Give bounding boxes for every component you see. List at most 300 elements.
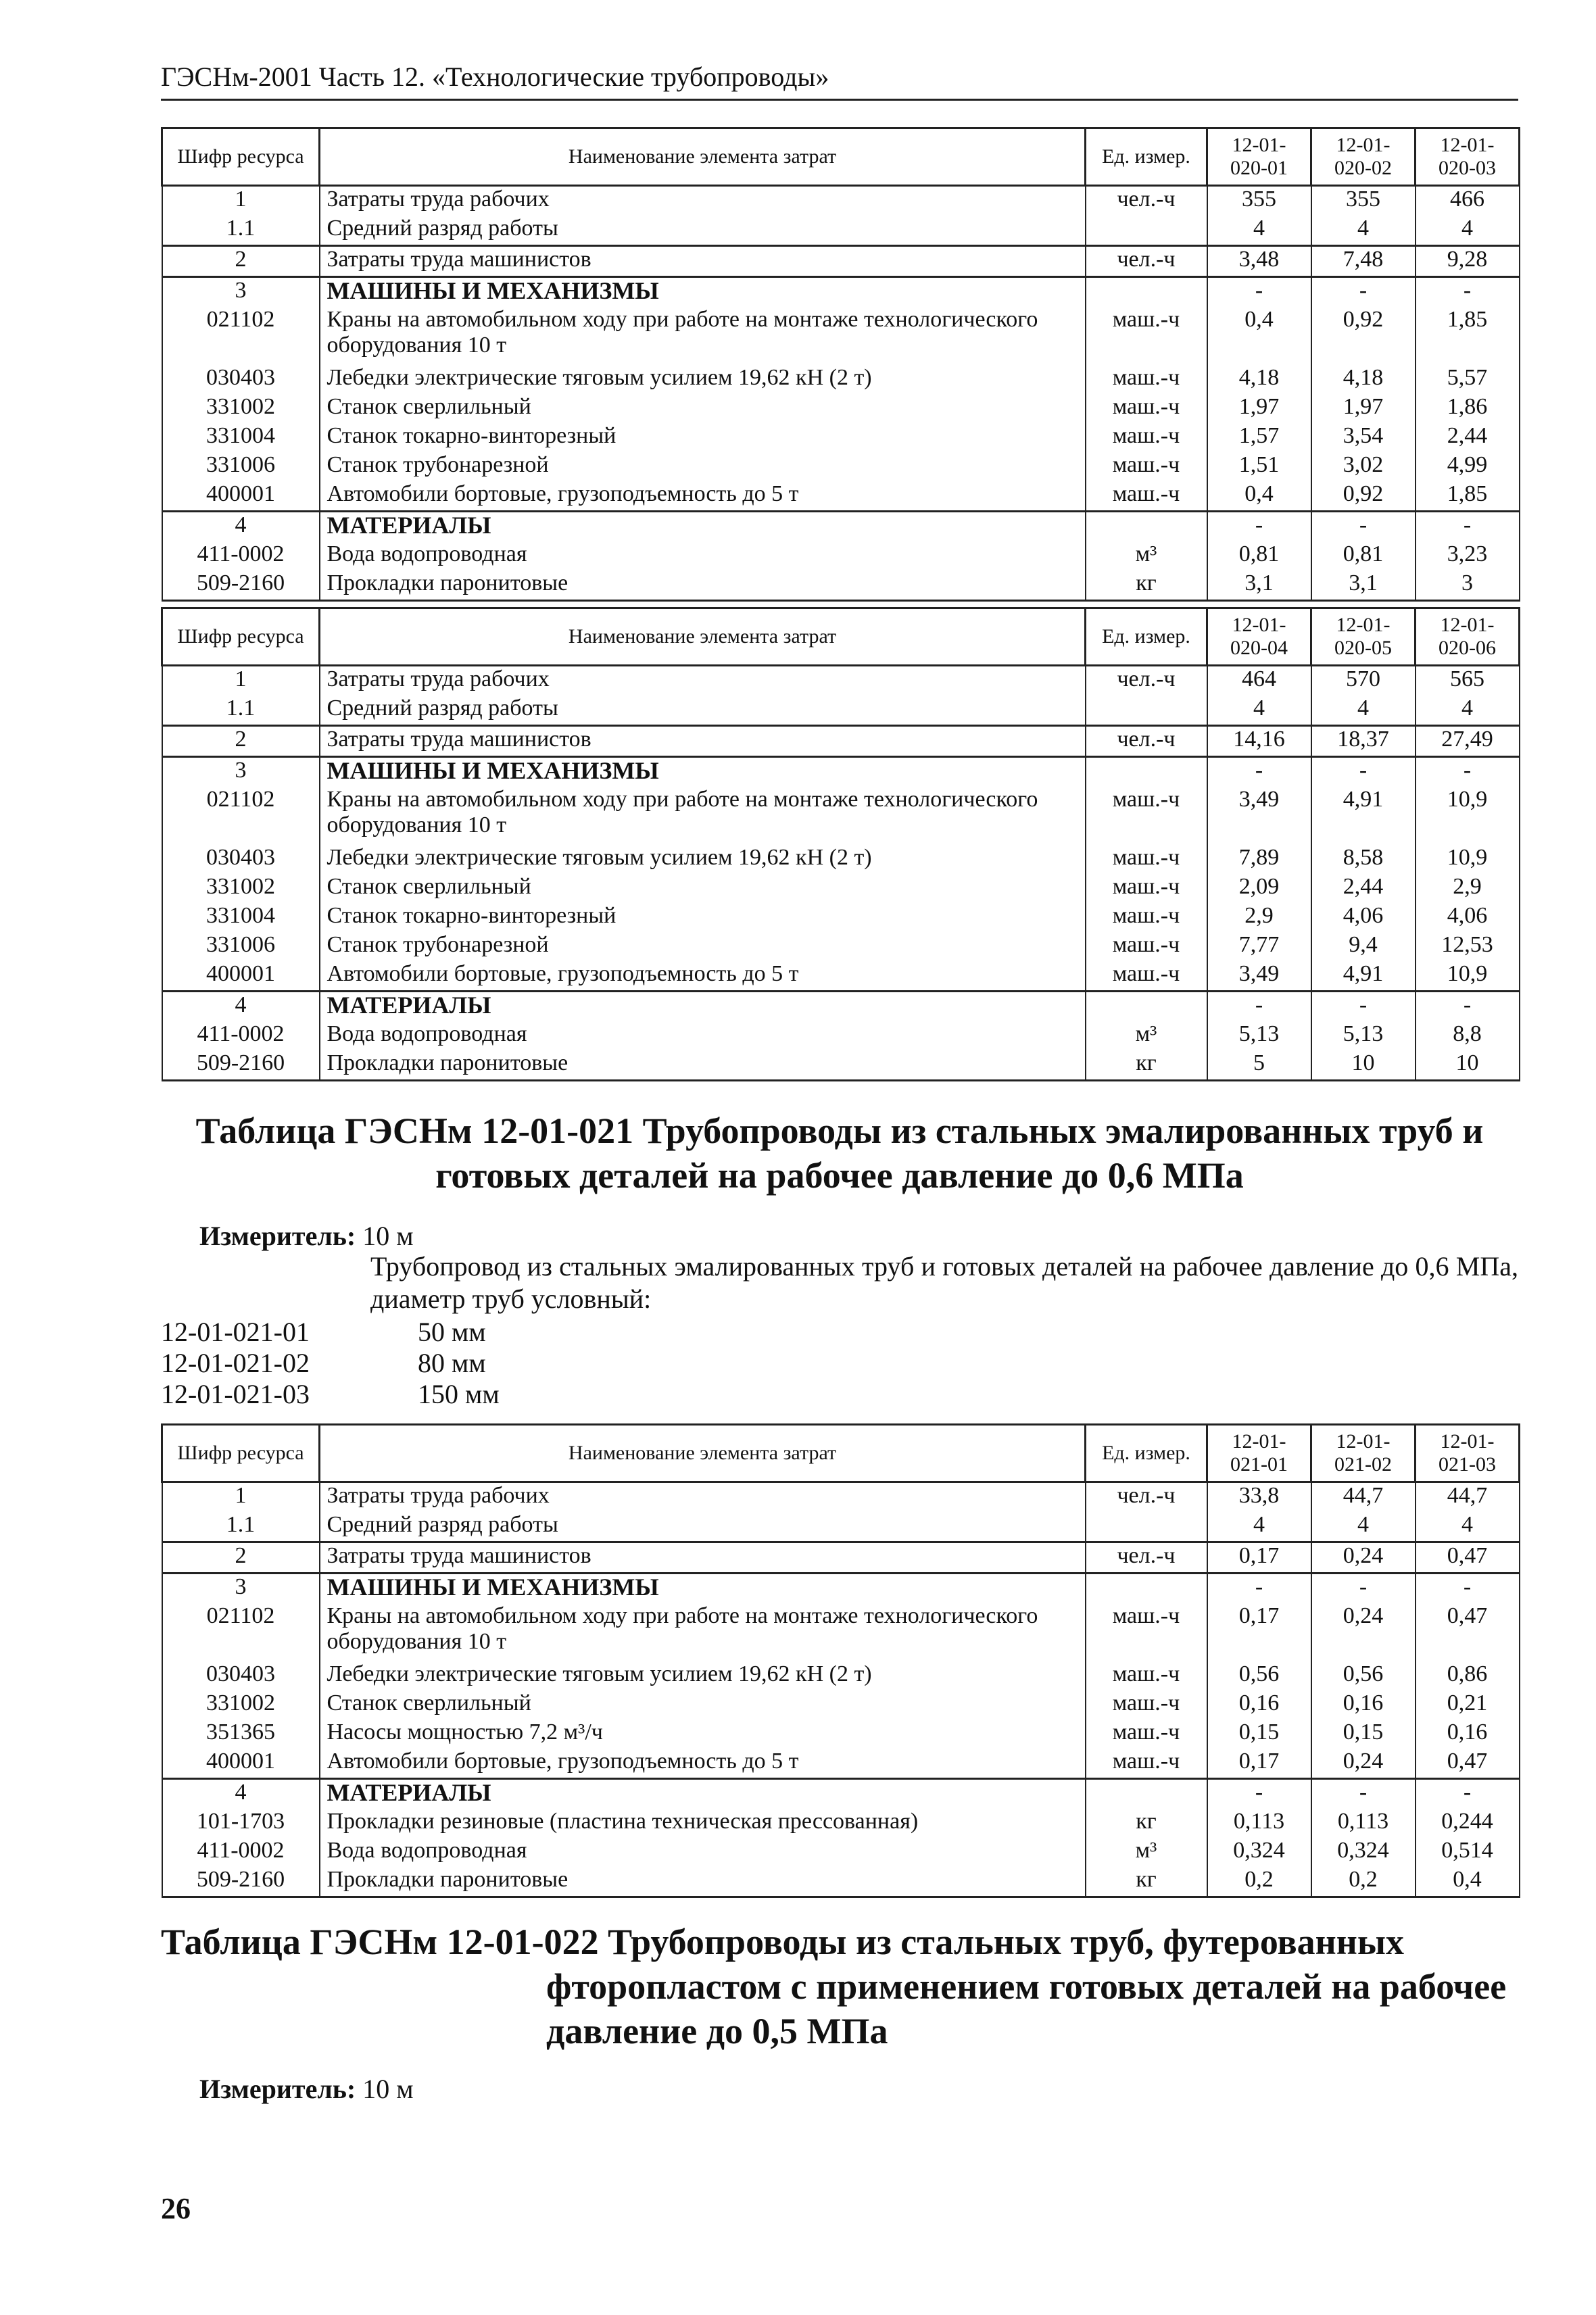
norm-value: 3 <box>1416 570 1520 601</box>
header-norm-code: 12-01-020-02 <box>1311 128 1416 186</box>
norm-value: - <box>1416 277 1520 308</box>
cost-name: МАТЕРИАЛЫ <box>320 512 1086 542</box>
unit <box>1086 992 1207 1022</box>
unit <box>1086 512 1207 542</box>
variant-row <box>161 1348 500 1379</box>
table-row <box>162 216 1520 246</box>
cost-name: Краны на автомобильном ходу при работе на монтаже технологического оборудования 10 т <box>320 1603 1086 1661</box>
unit <box>1086 1574 1207 1604</box>
unit: чел.-ч <box>1086 1542 1207 1574</box>
measure-value: 10 м <box>362 1221 414 1251</box>
norm-value: - <box>1311 757 1416 787</box>
norm-value: 0,15 <box>1207 1720 1311 1749</box>
table-row <box>162 757 1520 787</box>
resource-code: 351365 <box>162 1720 320 1749</box>
norm-value: 464 <box>1207 666 1311 696</box>
norm-value: 2,09 <box>1207 874 1311 903</box>
cost-name: Вода водопроводная <box>320 1021 1086 1050</box>
norm-value: 1,86 <box>1416 394 1520 423</box>
resource-table-020-01-03 <box>161 127 1520 602</box>
norm-value: 0,16 <box>1311 1690 1416 1720</box>
table-title-021: Таблица ГЭСНм 12-01-021 Трубопроводы из стальных эмалированных труб и готовых деталей на рабочее давление до 0,6 МПа <box>195 1111 1484 1196</box>
cost-name: Станок сверлильный <box>320 394 1086 423</box>
unit: м³ <box>1086 1021 1207 1050</box>
resource-code: 2 <box>162 726 320 757</box>
norm-value: 4 <box>1207 216 1311 246</box>
norm-value: 0,4 <box>1416 1867 1520 1897</box>
norm-value: 33,8 <box>1207 1482 1311 1513</box>
unit: маш.-ч <box>1086 845 1207 874</box>
norm-value: 4 <box>1416 216 1520 246</box>
norm-value: - <box>1416 1574 1520 1604</box>
resource-code: 331006 <box>162 452 320 481</box>
resource-code: 400001 <box>162 1749 320 1779</box>
table-row <box>162 696 1520 726</box>
header-norm-code: 12-01-020-04 <box>1207 608 1311 666</box>
norm-value: 4,91 <box>1311 961 1416 992</box>
page-number: 26 <box>161 2192 191 2225</box>
resource-code: 400001 <box>162 961 320 992</box>
resource-code: 1 <box>162 1482 320 1513</box>
cost-name: Станок токарно-винторезный <box>320 903 1086 932</box>
table-row <box>162 394 1520 423</box>
norm-value: 4,91 <box>1311 787 1416 845</box>
table-row <box>162 1809 1520 1838</box>
norm-value: 8,8 <box>1416 1021 1520 1050</box>
norm-value: 44,7 <box>1311 1482 1416 1513</box>
table-row <box>162 1690 1520 1720</box>
unit: чел.-ч <box>1086 726 1207 757</box>
cost-name: Затраты труда машинистов <box>320 1542 1086 1574</box>
norm-value: 4,99 <box>1416 452 1520 481</box>
norm-value: 466 <box>1416 186 1520 216</box>
norm-value: 1,57 <box>1207 423 1311 452</box>
measure-022 <box>199 2072 414 2106</box>
cost-name: МАТЕРИАЛЫ <box>320 1779 1086 1809</box>
cost-name: Станок сверлильный <box>320 874 1086 903</box>
cost-name: Лебедки электрические тяговым усилием 19,62 кН (2 т) <box>320 845 1086 874</box>
resource-code: 331002 <box>162 874 320 903</box>
table-row <box>162 365 1520 394</box>
norm-value: 7,77 <box>1207 932 1311 961</box>
variant-value: 150 мм <box>418 1379 500 1409</box>
measure-label: Измеритель: <box>199 2074 356 2104</box>
norm-value: 3,54 <box>1311 423 1416 452</box>
unit: чел.-ч <box>1086 246 1207 277</box>
table-row <box>162 1867 1520 1897</box>
resource-code: 331004 <box>162 423 320 452</box>
norm-value: 4,18 <box>1207 365 1311 394</box>
norm-value: 3,48 <box>1207 246 1311 277</box>
resource-code: 1.1 <box>162 1512 320 1542</box>
resource-code: 021102 <box>162 307 320 365</box>
norm-value: 4 <box>1416 696 1520 726</box>
norm-value: - <box>1311 1574 1416 1604</box>
header-resource-code: Шифр ресурса <box>162 128 320 186</box>
norm-value: 10,9 <box>1416 845 1520 874</box>
unit: маш.-ч <box>1086 932 1207 961</box>
table-row <box>162 423 1520 452</box>
table-row <box>162 277 1520 308</box>
cost-name: МАШИНЫ И МЕХАНИЗМЫ <box>320 1574 1086 1604</box>
unit: маш.-ч <box>1086 1690 1207 1720</box>
resource-code: 411-0002 <box>162 541 320 570</box>
norm-value: 0,514 <box>1416 1838 1520 1867</box>
variant-code: 12-01-021-01 <box>161 1317 310 1347</box>
norm-value: - <box>1207 1779 1311 1809</box>
norm-value: 0,4 <box>1207 307 1311 365</box>
norm-value: 0,17 <box>1207 1749 1311 1779</box>
norm-value: 18,37 <box>1311 726 1416 757</box>
norm-value: 0,47 <box>1416 1749 1520 1779</box>
norm-value: 4,06 <box>1311 903 1416 932</box>
variant-code: 12-01-021-02 <box>161 1348 310 1378</box>
unit <box>1086 757 1207 787</box>
header-norm-code: 12-01-021-01 <box>1207 1425 1311 1482</box>
header-norm-code: 12-01-020-03 <box>1416 128 1520 186</box>
norm-value: 10 <box>1416 1050 1520 1081</box>
table-row <box>162 1749 1520 1779</box>
table-header-row <box>162 608 1520 666</box>
cost-name: Лебедки электрические тяговым усилием 19,62 кН (2 т) <box>320 1661 1086 1690</box>
cost-name: Автомобили бортовые, грузоподъемность до 5 т <box>320 481 1086 512</box>
norm-value: 0,244 <box>1416 1809 1520 1838</box>
norm-value: 0,4 <box>1207 481 1311 512</box>
cost-name: Средний разряд работы <box>320 216 1086 246</box>
header-norm-code: 12-01-021-03 <box>1416 1425 1520 1482</box>
unit: маш.-ч <box>1086 1661 1207 1690</box>
norm-value: 8,58 <box>1311 845 1416 874</box>
unit: чел.-ч <box>1086 1482 1207 1513</box>
header-cost-name: Наименование элемента затрат <box>320 128 1086 186</box>
variant-row <box>161 1317 500 1348</box>
unit: кг <box>1086 570 1207 601</box>
norm-value: 0,24 <box>1311 1749 1416 1779</box>
norm-value: 0,113 <box>1311 1809 1416 1838</box>
norm-value: 570 <box>1311 666 1416 696</box>
norm-value: - <box>1311 1779 1416 1809</box>
norm-value: 4 <box>1311 216 1416 246</box>
norm-value: - <box>1416 992 1520 1022</box>
norm-value: 0,2 <box>1311 1867 1416 1897</box>
cost-name: Затраты труда рабочих <box>320 1482 1086 1513</box>
norm-value: - <box>1207 1574 1311 1604</box>
norm-value: 0,24 <box>1311 1603 1416 1661</box>
norm-value: 2,44 <box>1416 423 1520 452</box>
norm-value: 10,9 <box>1416 787 1520 845</box>
norm-value: 0,86 <box>1416 1661 1520 1690</box>
resource-table-020-04-06 <box>161 607 1520 1081</box>
table-row <box>162 1482 1520 1513</box>
norm-value: 355 <box>1311 186 1416 216</box>
header-resource-code: Шифр ресурса <box>162 608 320 666</box>
unit: м³ <box>1086 1838 1207 1867</box>
table-row <box>162 1779 1520 1809</box>
table-header-row <box>162 1425 1520 1482</box>
header-unit: Ед. измер. <box>1086 128 1207 186</box>
norm-value: 0,21 <box>1416 1690 1520 1720</box>
measure-value: 10 м <box>362 2074 414 2104</box>
norm-value: 4 <box>1311 696 1416 726</box>
variant-row <box>161 1379 500 1410</box>
cost-name: Станок трубонарезной <box>320 932 1086 961</box>
table-row <box>162 787 1520 845</box>
table-row <box>162 874 1520 903</box>
table-row <box>162 570 1520 601</box>
cost-name: Прокладки паронитовые <box>320 1867 1086 1897</box>
resource-code: 1 <box>162 666 320 696</box>
unit: чел.-ч <box>1086 666 1207 696</box>
norm-value: 5,13 <box>1311 1021 1416 1050</box>
norm-value: 9,28 <box>1416 246 1520 277</box>
unit: кг <box>1086 1867 1207 1897</box>
table-row <box>162 932 1520 961</box>
norm-value: 0,92 <box>1311 481 1416 512</box>
norm-value: 5 <box>1207 1050 1311 1081</box>
norm-value: 5,13 <box>1207 1021 1311 1050</box>
table-row <box>162 186 1520 216</box>
resource-table-021 <box>161 1423 1520 1898</box>
norm-value: 3,02 <box>1311 452 1416 481</box>
table-row <box>162 992 1520 1022</box>
table-row <box>162 726 1520 757</box>
norm-value: 0,113 <box>1207 1809 1311 1838</box>
norm-value: 3,49 <box>1207 961 1311 992</box>
table-row <box>162 1050 1520 1081</box>
unit <box>1086 277 1207 308</box>
norm-value: 0,81 <box>1207 541 1311 570</box>
resource-code: 331004 <box>162 903 320 932</box>
table-row <box>162 307 1520 365</box>
norm-value: 565 <box>1416 666 1520 696</box>
norm-value: - <box>1207 277 1311 308</box>
resource-code: 1 <box>162 186 320 216</box>
table-row <box>162 903 1520 932</box>
cost-name: Затраты труда рабочих <box>320 186 1086 216</box>
norm-value: 1,51 <box>1207 452 1311 481</box>
table-row <box>162 1720 1520 1749</box>
norm-value: 0,56 <box>1311 1661 1416 1690</box>
norm-value: 44,7 <box>1416 1482 1520 1513</box>
cost-name: Насосы мощностью 7,2 м³/ч <box>320 1720 1086 1749</box>
table-row <box>162 1542 1520 1574</box>
unit: маш.-ч <box>1086 423 1207 452</box>
norm-value: 3,1 <box>1311 570 1416 601</box>
resource-code: 021102 <box>162 787 320 845</box>
norm-value: 3,23 <box>1416 541 1520 570</box>
description-021: Трубопровод из стальных эмалированных труб и готовых деталей на рабочее давление до 0,6 МПа, диаметр труб условный: <box>370 1251 1518 1314</box>
resource-code: 400001 <box>162 481 320 512</box>
unit <box>1086 696 1207 726</box>
table-row <box>162 1021 1520 1050</box>
unit: кг <box>1086 1050 1207 1081</box>
norm-value: 4 <box>1207 696 1311 726</box>
norm-value: 0,17 <box>1207 1603 1311 1661</box>
variant-value: 50 мм <box>418 1317 486 1347</box>
norm-value: 0,15 <box>1311 1720 1416 1749</box>
resource-code: 2 <box>162 246 320 277</box>
norm-value: 0,324 <box>1311 1838 1416 1867</box>
norm-value: - <box>1416 757 1520 787</box>
header-unit: Ед. измер. <box>1086 608 1207 666</box>
cost-name: Прокладки паронитовые <box>320 570 1086 601</box>
unit: маш.-ч <box>1086 903 1207 932</box>
resource-code: 2 <box>162 1542 320 1574</box>
resource-code: 3 <box>162 757 320 787</box>
cost-name: Краны на автомобильном ходу при работе на монтаже технологического оборудования 10 т <box>320 787 1086 845</box>
norm-value: - <box>1416 1779 1520 1809</box>
table-row <box>162 1838 1520 1867</box>
unit: маш.-ч <box>1086 1720 1207 1749</box>
measure-label: Измеритель: <box>199 1221 356 1251</box>
table-header-row <box>162 128 1520 186</box>
resource-code: 331002 <box>162 1690 320 1720</box>
header-resource-code: Шифр ресурса <box>162 1425 320 1482</box>
unit: маш.-ч <box>1086 452 1207 481</box>
resource-code: 1.1 <box>162 216 320 246</box>
norm-value: 0,56 <box>1207 1661 1311 1690</box>
cost-name: Лебедки электрические тяговым усилием 19,62 кН (2 т) <box>320 365 1086 394</box>
unit: маш.-ч <box>1086 481 1207 512</box>
header-norm-code: 12-01-021-02 <box>1311 1425 1416 1482</box>
norm-value: 3,49 <box>1207 787 1311 845</box>
page-header: ГЭСНм-2001 Часть 12. «Технологические трубопроводы» <box>161 59 1518 101</box>
norm-value: 2,9 <box>1416 874 1520 903</box>
cost-name: МАШИНЫ И МЕХАНИЗМЫ <box>320 277 1086 308</box>
resource-code: 3 <box>162 277 320 308</box>
norm-value: - <box>1311 512 1416 542</box>
norm-value: 10,9 <box>1416 961 1520 992</box>
norm-value: 3,1 <box>1207 570 1311 601</box>
norm-value: 0,16 <box>1416 1720 1520 1749</box>
unit: кг <box>1086 1809 1207 1838</box>
table-row <box>162 1603 1520 1661</box>
norm-value: 9,4 <box>1311 932 1416 961</box>
table-row <box>162 666 1520 696</box>
table-row <box>162 1661 1520 1690</box>
unit: маш.-ч <box>1086 1749 1207 1779</box>
norm-value: 0,16 <box>1207 1690 1311 1720</box>
norm-value: 0,2 <box>1207 1867 1311 1897</box>
resource-code: 3 <box>162 1574 320 1604</box>
resource-code: 509-2160 <box>162 1050 320 1081</box>
table-row <box>162 961 1520 992</box>
unit: маш.-ч <box>1086 961 1207 992</box>
table-row <box>162 246 1520 277</box>
resource-code: 509-2160 <box>162 1867 320 1897</box>
unit <box>1086 1779 1207 1809</box>
unit: маш.-ч <box>1086 787 1207 845</box>
norm-value: 10 <box>1311 1050 1416 1081</box>
norm-value: 0,47 <box>1416 1542 1520 1574</box>
norm-value: 14,16 <box>1207 726 1311 757</box>
norm-value: 1,85 <box>1416 307 1520 365</box>
table-row <box>162 1512 1520 1542</box>
unit: маш.-ч <box>1086 365 1207 394</box>
resource-code: 030403 <box>162 1661 320 1690</box>
norm-value: 12,53 <box>1416 932 1520 961</box>
norm-value: - <box>1207 757 1311 787</box>
resource-code: 4 <box>162 1779 320 1809</box>
unit <box>1086 216 1207 246</box>
variant-list-021 <box>161 1317 500 1410</box>
cost-name: Средний разряд работы <box>320 1512 1086 1542</box>
cost-name: Затраты труда машинистов <box>320 726 1086 757</box>
table-title-022: Таблица ГЭСНм 12-01-022 Трубопроводы из стальных труб, футерованных фторопластом с применением готовых деталей на рабочее давление до 0,5 МПа <box>161 1922 1507 2051</box>
cost-name: Автомобили бортовые, грузоподъемность до 5 т <box>320 1749 1086 1779</box>
header-norm-code: 12-01-020-06 <box>1416 608 1520 666</box>
norm-value: 4 <box>1416 1512 1520 1542</box>
measure-021 <box>199 1219 414 1253</box>
resource-code: 411-0002 <box>162 1838 320 1867</box>
norm-value: 0,17 <box>1207 1542 1311 1574</box>
table-row <box>162 452 1520 481</box>
norm-value: 2,9 <box>1207 903 1311 932</box>
resource-code: 331006 <box>162 932 320 961</box>
cost-name: Станок трубонарезной <box>320 452 1086 481</box>
unit: маш.-ч <box>1086 1603 1207 1661</box>
norm-value: 5,57 <box>1416 365 1520 394</box>
resource-code: 4 <box>162 512 320 542</box>
cost-name: Средний разряд работы <box>320 696 1086 726</box>
norm-value: 4,06 <box>1416 903 1520 932</box>
unit: маш.-ч <box>1086 307 1207 365</box>
resource-code: 411-0002 <box>162 1021 320 1050</box>
resource-code: 021102 <box>162 1603 320 1661</box>
resource-code: 030403 <box>162 365 320 394</box>
variant-code: 12-01-021-03 <box>161 1379 310 1409</box>
header-unit: Ед. измер. <box>1086 1425 1207 1482</box>
table-row <box>162 512 1520 542</box>
norm-value: 4,18 <box>1311 365 1416 394</box>
table-row <box>162 1574 1520 1604</box>
table-row <box>162 481 1520 512</box>
norm-value: - <box>1207 992 1311 1022</box>
resource-code: 1.1 <box>162 696 320 726</box>
cost-name: Вода водопроводная <box>320 1838 1086 1867</box>
norm-value: - <box>1311 277 1416 308</box>
cost-name: Станок сверлильный <box>320 1690 1086 1720</box>
cost-name: Краны на автомобильном ходу при работе на монтаже технологического оборудования 10 т <box>320 307 1086 365</box>
resource-code: 101-1703 <box>162 1809 320 1838</box>
norm-value: 1,97 <box>1311 394 1416 423</box>
norm-value: 0,24 <box>1311 1542 1416 1574</box>
unit: маш.-ч <box>1086 394 1207 423</box>
norm-value: 7,89 <box>1207 845 1311 874</box>
norm-value: 4 <box>1311 1512 1416 1542</box>
norm-value: 0,324 <box>1207 1838 1311 1867</box>
norm-value: 0,81 <box>1311 541 1416 570</box>
cost-name: Прокладки паронитовые <box>320 1050 1086 1081</box>
norm-value: 0,92 <box>1311 307 1416 365</box>
unit: чел.-ч <box>1086 186 1207 216</box>
resource-code: 509-2160 <box>162 570 320 601</box>
norm-value: 7,48 <box>1311 246 1416 277</box>
variant-value: 80 мм <box>418 1348 486 1378</box>
cost-name: Вода водопроводная <box>320 541 1086 570</box>
header-norm-code: 12-01-020-05 <box>1311 608 1416 666</box>
norm-value: 4 <box>1207 1512 1311 1542</box>
cost-name: Автомобили бортовые, грузоподъемность до 5 т <box>320 961 1086 992</box>
norm-value: - <box>1311 992 1416 1022</box>
norm-value: - <box>1207 512 1311 542</box>
unit <box>1086 1512 1207 1542</box>
cost-name: Затраты труда машинистов <box>320 246 1086 277</box>
cost-name: МАШИНЫ И МЕХАНИЗМЫ <box>320 757 1086 787</box>
resource-code: 030403 <box>162 845 320 874</box>
norm-value: 355 <box>1207 186 1311 216</box>
header-cost-name: Наименование элемента затрат <box>320 608 1086 666</box>
